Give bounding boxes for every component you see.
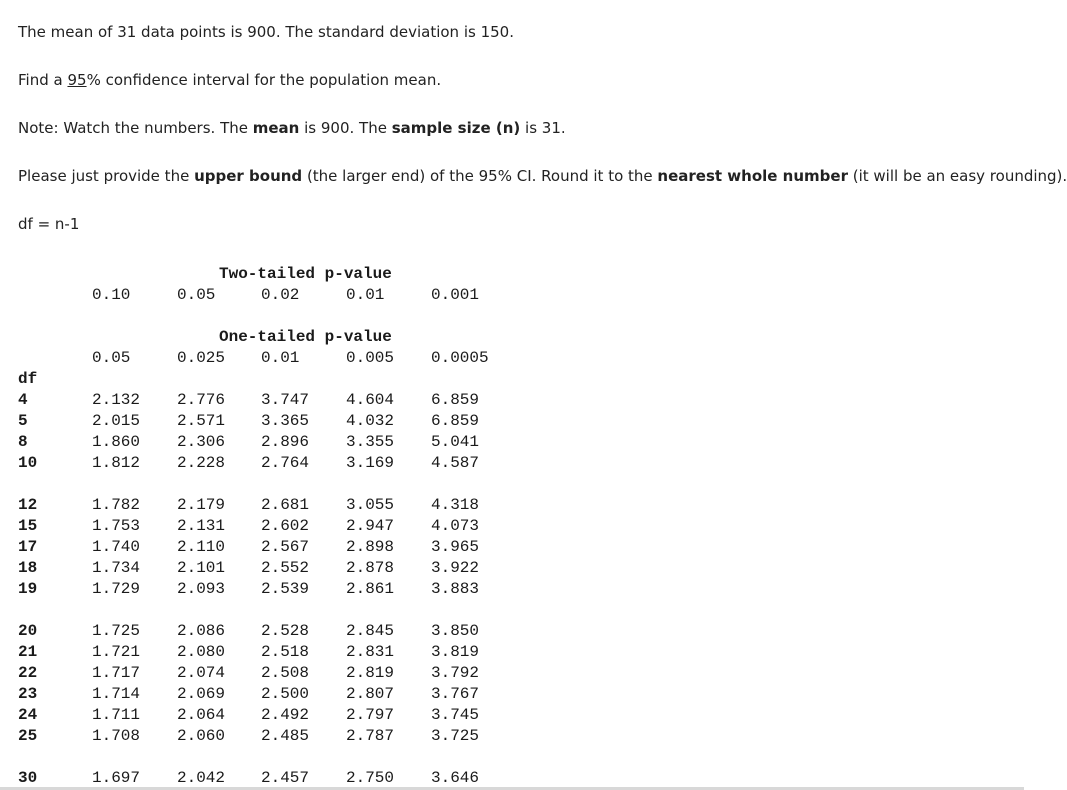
text-segment: Find a [18, 71, 68, 89]
critical-value: 2.306 [177, 433, 226, 451]
critical-value: 2.228 [177, 454, 226, 472]
critical-value: 4.604 [346, 391, 395, 409]
critical-value: 3.747 [261, 391, 310, 409]
df-value: 20 [18, 622, 38, 640]
critical-value: 1.711 [92, 706, 141, 724]
critical-value: 2.571 [177, 412, 226, 430]
two-tailed-pvalue: 0.05 [177, 286, 216, 304]
instruction-line [18, 166, 1067, 186]
critical-value: 2.132 [92, 391, 141, 409]
underlined-number: 95 [67, 71, 87, 89]
df-value: 5 [18, 412, 28, 430]
df-header: df [18, 370, 38, 388]
df-value: 12 [18, 496, 38, 514]
two-tailed-pvalue: 0.10 [92, 286, 131, 304]
critical-value: 3.055 [346, 496, 395, 514]
critical-value: 1.860 [92, 433, 141, 451]
critical-value: 1.708 [92, 727, 141, 745]
critical-value: 1.721 [92, 643, 141, 661]
critical-value: 3.169 [346, 454, 395, 472]
critical-value: 2.457 [261, 769, 310, 787]
critical-value: 1.697 [92, 769, 141, 787]
critical-value: 4.587 [431, 454, 480, 472]
critical-value: 2.101 [177, 559, 226, 577]
df-value: 30 [18, 769, 38, 787]
critical-value: 1.725 [92, 622, 141, 640]
critical-value: 1.753 [92, 517, 141, 535]
df-value: 10 [18, 454, 38, 472]
critical-value: 2.093 [177, 580, 226, 598]
df-value: 24 [18, 706, 38, 724]
critical-value: 2.797 [346, 706, 395, 724]
critical-value: 2.681 [261, 496, 310, 514]
critical-value: 3.767 [431, 685, 480, 703]
text-segment: is 900. The [299, 119, 392, 137]
df-value: 8 [18, 433, 28, 451]
one-tailed-pvalue: 0.01 [261, 349, 300, 367]
text-segment: (the larger end) of the 95% CI. Round it to the [302, 167, 658, 185]
critical-value: 3.819 [431, 643, 480, 661]
critical-value: 1.812 [92, 454, 141, 472]
critical-value: 4.318 [431, 496, 480, 514]
text-segment: (it will be an easy rounding). [847, 167, 1067, 185]
df-value: 25 [18, 727, 38, 745]
critical-value: 3.725 [431, 727, 480, 745]
text-segment: % confidence interval for the population mean. [86, 71, 442, 89]
question-line-2 [18, 70, 441, 90]
critical-value: 2.131 [177, 517, 226, 535]
critical-value: 2.750 [346, 769, 395, 787]
critical-value: 2.807 [346, 685, 395, 703]
critical-value: 1.717 [92, 664, 141, 682]
critical-value: 2.064 [177, 706, 226, 724]
two-tailed-pvalue: 0.01 [346, 286, 385, 304]
critical-value: 2.878 [346, 559, 395, 577]
critical-value: 1.782 [92, 496, 141, 514]
critical-value: 3.745 [431, 706, 480, 724]
bold-term-nearest-whole: nearest whole number [657, 167, 848, 185]
critical-value: 2.552 [261, 559, 310, 577]
df-value: 19 [18, 580, 38, 598]
critical-value: 2.845 [346, 622, 395, 640]
two-tailed-header: Two-tailed p-value [219, 265, 392, 283]
critical-value: 2.539 [261, 580, 310, 598]
critical-value: 3.646 [431, 769, 480, 787]
one-tailed-pvalue: 0.005 [346, 349, 395, 367]
critical-value: 4.073 [431, 517, 480, 535]
critical-value: 2.787 [346, 727, 395, 745]
text-segment: Note: Watch the numbers. The [18, 119, 253, 137]
question-line-1: The mean of 31 data points is 900. The standard deviation is 150. [18, 23, 514, 41]
critical-value: 2.896 [261, 433, 310, 451]
critical-value: 2.518 [261, 643, 310, 661]
df-value: 23 [18, 685, 38, 703]
critical-value: 3.850 [431, 622, 480, 640]
critical-value: 2.602 [261, 517, 310, 535]
critical-value: 5.041 [431, 433, 480, 451]
df-value: 21 [18, 643, 38, 661]
two-tailed-pvalue: 0.001 [431, 286, 480, 304]
critical-value: 2.508 [261, 664, 310, 682]
text-segment: Please just provide the [18, 167, 195, 185]
critical-value: 2.074 [177, 664, 226, 682]
critical-value: 2.086 [177, 622, 226, 640]
one-tailed-pvalue: 0.0005 [431, 349, 489, 367]
critical-value: 6.859 [431, 412, 480, 430]
df-value: 4 [18, 391, 28, 409]
critical-value: 2.819 [346, 664, 395, 682]
critical-value: 3.965 [431, 538, 480, 556]
df-value: 18 [18, 559, 38, 577]
critical-value: 2.080 [177, 643, 226, 661]
bold-term-sample-size: sample size (n) [391, 119, 521, 137]
critical-value: 2.861 [346, 580, 395, 598]
critical-value: 2.492 [261, 706, 310, 724]
critical-value: 1.729 [92, 580, 141, 598]
critical-value: 2.528 [261, 622, 310, 640]
critical-value: 1.734 [92, 559, 141, 577]
df-value: 15 [18, 517, 38, 535]
critical-value: 2.060 [177, 727, 226, 745]
df-value: 22 [18, 664, 38, 682]
text-segment: is 31. [520, 119, 566, 137]
bold-term-upper-bound: upper bound [194, 167, 303, 185]
df-formula: df = n-1 [18, 215, 80, 233]
critical-value: 1.714 [92, 685, 141, 703]
one-tailed-pvalue: 0.05 [92, 349, 131, 367]
df-value: 17 [18, 538, 38, 556]
critical-value: 2.110 [177, 538, 226, 556]
critical-value: 2.567 [261, 538, 310, 556]
critical-value: 2.831 [346, 643, 395, 661]
critical-value: 2.069 [177, 685, 226, 703]
one-tailed-header: One-tailed p-value [219, 328, 392, 346]
critical-value: 3.792 [431, 664, 480, 682]
critical-value: 2.764 [261, 454, 310, 472]
critical-value: 3.922 [431, 559, 480, 577]
critical-value: 3.365 [261, 412, 310, 430]
critical-value: 2.500 [261, 685, 310, 703]
critical-value: 2.485 [261, 727, 310, 745]
two-tailed-pvalue: 0.02 [261, 286, 300, 304]
critical-value: 6.859 [431, 391, 480, 409]
critical-value: 3.355 [346, 433, 395, 451]
critical-value: 2.179 [177, 496, 226, 514]
bold-term-mean: mean [252, 119, 300, 137]
one-tailed-pvalue: 0.025 [177, 349, 226, 367]
critical-value: 2.947 [346, 517, 395, 535]
critical-value: 2.042 [177, 769, 226, 787]
note-line [18, 118, 566, 138]
critical-value: 2.898 [346, 538, 395, 556]
critical-value: 1.740 [92, 538, 141, 556]
critical-value: 3.883 [431, 580, 480, 598]
critical-value: 2.776 [177, 391, 226, 409]
critical-value: 2.015 [92, 412, 141, 430]
critical-value: 4.032 [346, 412, 395, 430]
